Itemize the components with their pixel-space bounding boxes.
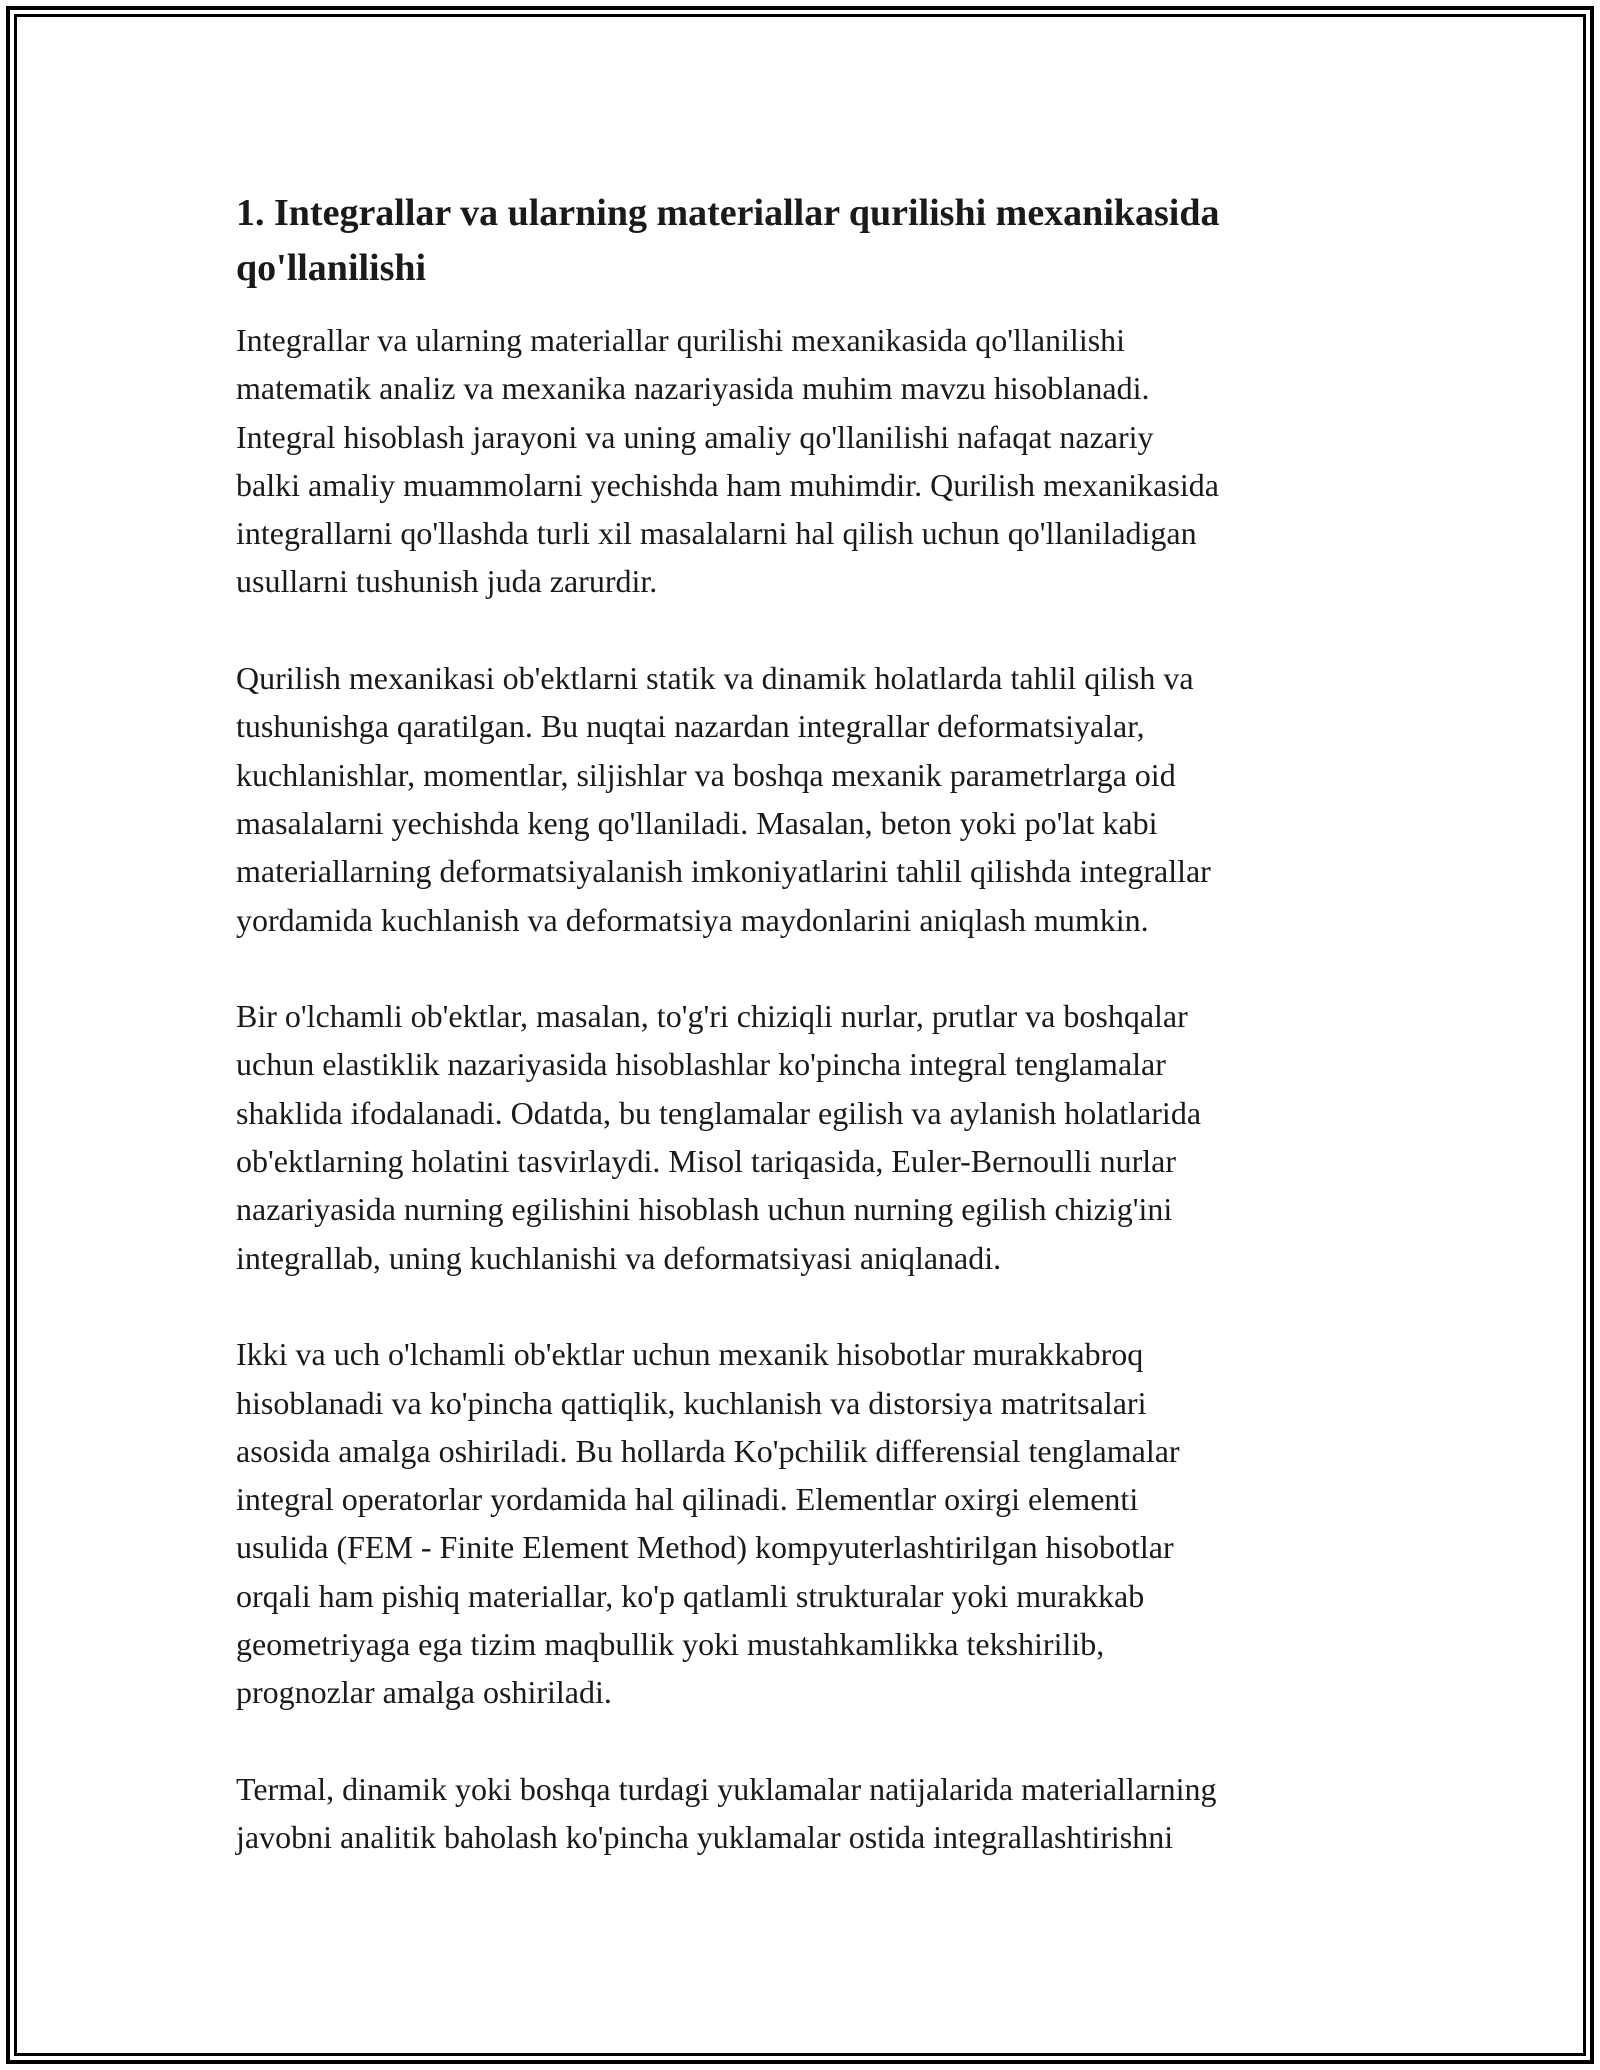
paragraph-5: Termal, dinamik yoki boshqa turdagi yuklamalar natijalarida materiallarning javobni analitik baholash ko'pincha yuklamalar ostida integrallashtirishni xyxy=(236,1770,1217,1856)
section-heading: 1. Integrallar va ularning materiallar qurilishi mexanikasida qo'llanilishi xyxy=(236,192,1220,289)
paragraph-1: Integrallar va ularning materiallar qurilishi mexanikasida qo'llanilishi matematik analiz va mexanika nazariyasida muhim mavzu hisoblanadi. Integral hisoblash jarayoni va uning amaliy qo'llanilishi nafaqat nazariy balki amaliy muammolarni yechishda ham muhimdir. Qurilish mexanikasida integrallarni qo'llashda turli xil masalalarni hal qilish uchun qo'llaniladigan usullarni tushunish juda zarurdir. xyxy=(236,322,1219,600)
paragraph-3: Bir o'lchamli ob'ektlar, masalan, to'g'ri chiziqli nurlar, prutlar va boshqalar uchun elastiklik nazariyasida hisoblashlar ko'pincha integral tenglamalar shaklida ifodalanadi. Odatda, bu tenglamalar egilish va aylanish holatlarida ob'ektlarning holatini tasvirlaydi. Misol tariqasida, Euler-Bernoulli nurlar nazariyasida nurning egilishini hisoblash uchun nurning egilish chizig'ini integrallab, uning kuchlanishi va deformatsiyasi aniqlanadi. xyxy=(236,998,1202,1276)
paragraph-2: Qurilish mexanikasi ob'ektlarni statik va dinamik holatlarda tahlil qilish va tushunishga qaratilgan. Bu nuqtai nazardan integrallar deformatsiyalar, kuchlanishlar, momentlar, siljishlar va boshqa mexanik parametrlarga oid masalalarni yechishda keng qo'llaniladi. Masalan, beton yoki po'lat kabi materiallarning deformatsiyalanish imkoniyatlarini tahlil qilishda integrallar yordamida kuchlanish va deformatsiya maydonlarini aniqlash mumkin. xyxy=(236,660,1211,938)
paragraph-4: Ikki va uch o'lchamli ob'ektlar uchun mexanik hisobotlar murakkabroq hisoblanadi va ko'pincha qattiqlik, kuchlanish va distorsiya matritsalari asosida amalga oshiriladi. Bu hollarda Ko'pchilik differensial tenglamalar integral operatorlar yordamida hal qilinadi. Elementlar oxirgi elementi usulida (FEM - Finite Element Method) kompyuterlashtirilgan hisobotlar orqali ham pishiq materiallar, ko'p qatlamli strukturalar yoki murakkab geometriyaga ega tizim maqbullik yoki mustahkamlikka tekshirilib, prognozlar amalga oshiriladi. xyxy=(236,1336,1180,1711)
document-body xyxy=(236,186,1386,1910)
